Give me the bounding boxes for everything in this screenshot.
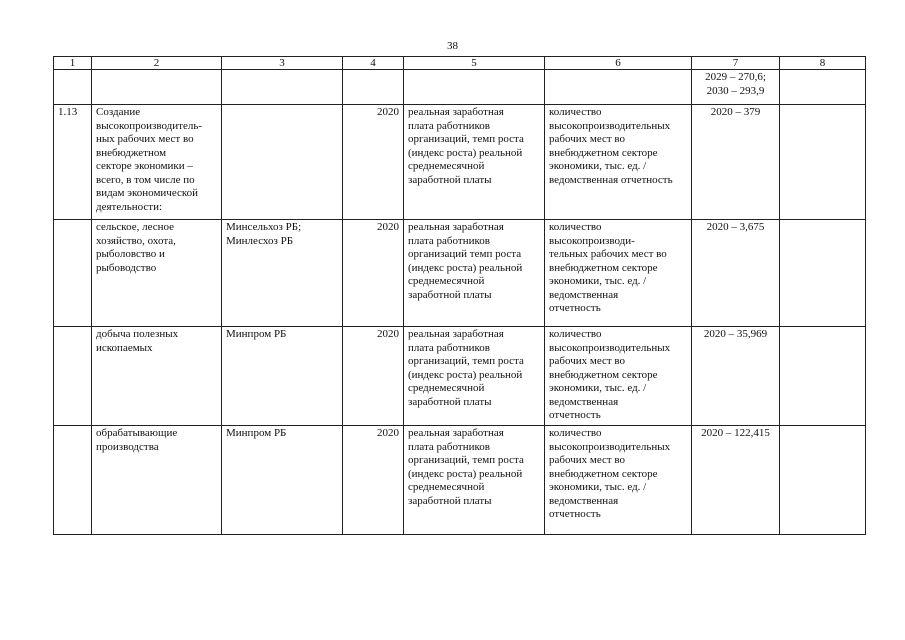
table-row	[54, 327, 866, 426]
cell-text-line: экономики, тыс. ед. /	[549, 275, 647, 287]
cell-number	[54, 327, 92, 426]
cell-text-line: внебюджетном	[96, 146, 167, 159]
cell-text-line: деятельности:	[96, 200, 163, 213]
column-header-1: 1	[54, 57, 92, 70]
cell-effect	[404, 327, 545, 426]
cell-text-line: плата работников	[408, 341, 490, 354]
cell-text-line: экономики, тыс. ед. /	[549, 160, 647, 172]
cell-text-line: количество	[549, 221, 602, 233]
cell-text-line: секторе экономики –	[96, 160, 193, 172]
cell-text-line: внебюджетном секторе	[549, 467, 658, 480]
cell-effect	[404, 220, 545, 327]
cell-effect	[404, 70, 545, 105]
cell-text-line: ных рабочих мест во	[96, 133, 194, 145]
cell-text-line: количество	[549, 106, 602, 118]
cell-text-line: всего, в том числе по	[96, 173, 195, 186]
cell-text-line: (индекс роста) реальной	[408, 467, 523, 480]
cell-notes	[780, 105, 866, 220]
cell-year	[343, 70, 404, 105]
cell-text-line: среднемесячной	[408, 160, 485, 172]
table-header-row	[54, 57, 866, 70]
cell-text-line: Минлесхоз РБ	[226, 234, 294, 247]
cell-text-line: плата работников	[408, 234, 490, 247]
cell-measure	[92, 105, 222, 220]
cell-text-line: (индекс роста) реальной	[408, 146, 523, 159]
cell-text-line: внебюджетном секторе	[549, 146, 658, 159]
cell-year: 2020	[343, 105, 404, 220]
cell-notes	[780, 426, 866, 535]
data-table	[53, 56, 866, 535]
cell-indicator	[545, 105, 692, 220]
cell-executor	[222, 327, 343, 426]
cell-text-line: высокопроизводи-	[549, 234, 635, 247]
cell-year: 2020	[343, 426, 404, 535]
cell-text-line: высокопроизводитель-	[96, 119, 203, 132]
cell-indicator	[545, 426, 692, 535]
cell-text-line: сельское, лесное	[96, 221, 175, 233]
column-header-4: 4	[343, 57, 404, 70]
cell-text-line: плата работников	[408, 440, 490, 453]
table-row	[54, 70, 866, 105]
cell-text-line: реальная заработная	[408, 328, 504, 340]
cell-text-line: организаций, темп роста	[408, 454, 524, 466]
cell-text-line: организаций темп роста	[408, 248, 522, 260]
cell-text-line: 2020 – 35,969	[703, 328, 768, 340]
cell-text-line: экономики, тыс. ед. /	[549, 481, 647, 493]
cell-text-line: отчетность	[549, 409, 601, 421]
cell-value	[692, 327, 780, 426]
column-header-7: 7	[692, 57, 780, 70]
cell-indicator	[545, 220, 692, 327]
cell-text-line: реальная заработная	[408, 221, 504, 233]
column-header-5: 5	[404, 57, 545, 70]
cell-text-line: высокопроизводительных	[549, 440, 671, 453]
cell-text-line: высокопроизводительных	[549, 119, 671, 132]
cell-number	[54, 220, 92, 327]
cell-text-line: видам экономической	[96, 187, 199, 199]
cell-text-line: заработной платы	[408, 288, 492, 301]
cell-text-line: заработной платы	[408, 173, 492, 186]
cell-text-line: внебюджетном секторе	[549, 261, 658, 274]
cell-text-line: внебюджетном секторе	[549, 368, 658, 381]
column-header-3: 3	[222, 57, 343, 70]
cell-indicator	[545, 70, 692, 105]
cell-text-line: среднемесячной	[408, 275, 485, 287]
cell-text-line: хозяйство, охота,	[96, 234, 176, 247]
cell-text-line: рыболовство и	[96, 248, 165, 260]
cell-number	[54, 70, 92, 105]
cell-effect	[404, 426, 545, 535]
cell-text-line: 2030 – 293,9	[706, 84, 765, 97]
cell-notes	[780, 220, 866, 327]
cell-text-line: (индекс роста) реальной	[408, 368, 523, 381]
cell-text-line: реальная заработная	[408, 427, 504, 439]
cell-measure	[92, 220, 222, 327]
cell-text-line: рабочих мест во	[549, 454, 626, 466]
table-row	[54, 220, 866, 327]
cell-text-line: экономики, тыс. ед. /	[549, 382, 647, 394]
cell-text-line: рабочих мест во	[549, 133, 626, 145]
table-row	[54, 105, 866, 220]
cell-number	[54, 426, 92, 535]
cell-notes	[780, 327, 866, 426]
cell-text-line: Минпром РБ	[226, 328, 287, 340]
cell-text-line: ведомственная	[549, 494, 619, 507]
cell-text-line: Минсельхоз РБ;	[226, 221, 302, 233]
cell-text-line: отчетность	[549, 302, 601, 314]
cell-text-line: обрабатывающие	[96, 427, 178, 439]
cell-text-line: 2020 – 3,675	[706, 221, 765, 233]
cell-text-line: плата работников	[408, 119, 490, 132]
cell-text-line: рабочих мест во	[549, 355, 626, 367]
column-header-2: 2	[92, 57, 222, 70]
cell-text-line: Минпром РБ	[226, 427, 287, 439]
cell-year: 2020	[343, 327, 404, 426]
cell-text-line: количество	[549, 427, 602, 439]
cell-text-line: 2029 – 270,6;	[705, 71, 766, 83]
table-body	[54, 70, 866, 535]
cell-value	[692, 220, 780, 327]
cell-text-line: Создание	[96, 106, 141, 118]
cell-text-line: 2020 – 379	[710, 106, 761, 118]
cell-text-line: среднемесячной	[408, 382, 485, 394]
cell-text-line: ведомственная	[549, 395, 619, 408]
cell-indicator	[545, 327, 692, 426]
cell-notes	[780, 70, 866, 105]
column-header-6: 6	[545, 57, 692, 70]
cell-text-line: ведомственная	[549, 288, 619, 301]
table-row	[54, 426, 866, 535]
cell-effect	[404, 105, 545, 220]
cell-measure	[92, 70, 222, 105]
cell-text-line: реальная заработная	[408, 106, 504, 118]
cell-measure	[92, 327, 222, 426]
cell-text-line: тельных рабочих мест во	[549, 248, 667, 260]
cell-text-line: заработной платы	[408, 395, 492, 408]
cell-text-line: 2020 – 122,415	[701, 427, 770, 439]
cell-text-line: добыча полезных	[96, 328, 179, 340]
cell-executor	[222, 220, 343, 327]
cell-executor	[222, 105, 343, 220]
cell-text-line: высокопроизводительных	[549, 341, 671, 354]
cell-value	[692, 105, 780, 220]
cell-executor	[222, 70, 343, 105]
cell-measure	[92, 426, 222, 535]
cell-executor	[222, 426, 343, 535]
cell-text-line: количество	[549, 328, 602, 340]
cell-text-line: организаций, темп роста	[408, 355, 524, 367]
cell-text-line: ведомственная отчетность	[549, 173, 673, 186]
column-header-8: 8	[780, 57, 866, 70]
cell-value	[692, 70, 780, 105]
cell-text-line: (индекс роста) реальной	[408, 261, 523, 274]
cell-text-line: ископаемых	[96, 341, 153, 354]
cell-text-line: рыбоводство	[96, 261, 157, 274]
cell-number: 1.13	[54, 105, 92, 220]
cell-year: 2020	[343, 220, 404, 327]
cell-value	[692, 426, 780, 535]
cell-text-line: заработной платы	[408, 494, 492, 507]
cell-text-line: отчетность	[549, 508, 601, 520]
cell-text-line: производства	[96, 440, 159, 453]
page-number: 38	[447, 40, 458, 52]
cell-text-line: среднемесячной	[408, 481, 485, 493]
cell-text-line: организаций, темп роста	[408, 133, 524, 145]
